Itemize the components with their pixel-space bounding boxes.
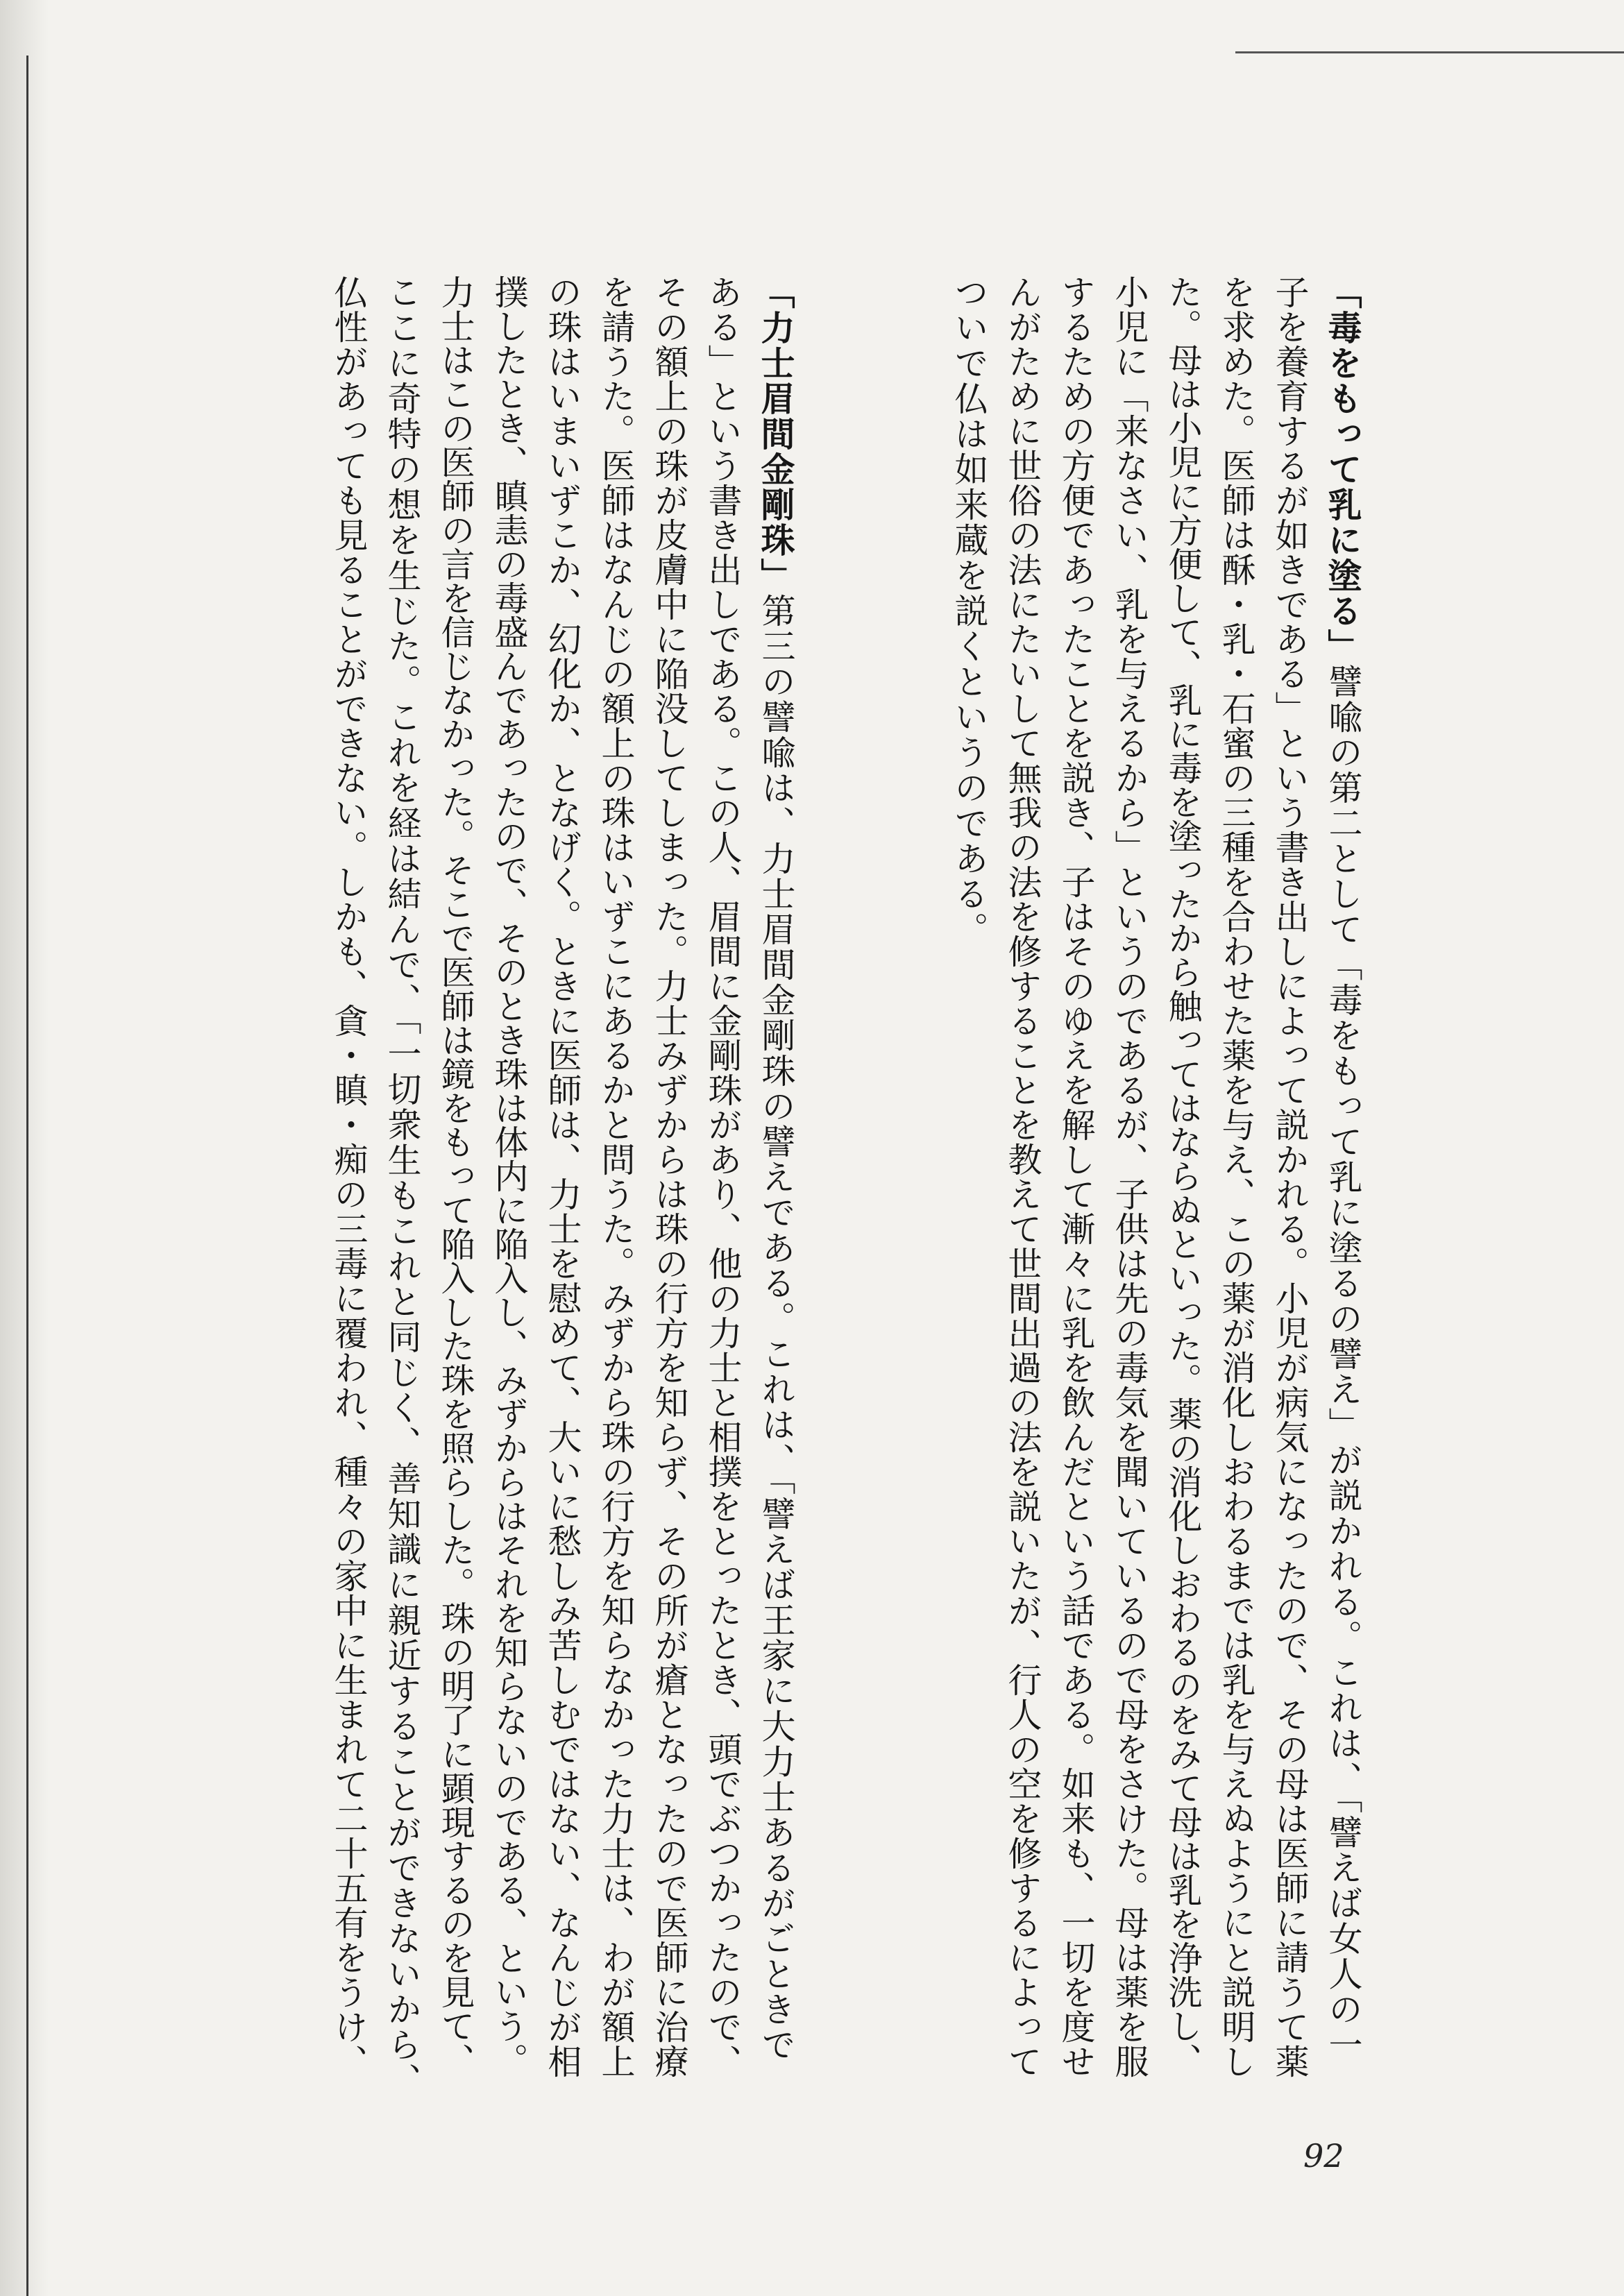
text-column-13: の珠はいまいずこか、幻化か、となげく。ときに医師は、力士を慰めて、大いに愁しみ苦しむではない、なんじが相 bbox=[543, 275, 582, 2079]
text-column-10: ある」という書き出しである。この人、眉間に金剛珠があり、他の力士と相撲をとったとき、頭でぶつかったので、 bbox=[703, 275, 743, 2079]
text-column-5: 小児に「来なさい、乳を与えるから」というのであるが、子供は先の毒気を聞いているので母をさけた。母は薬を服 bbox=[1110, 275, 1149, 2079]
text-column-14: 撲したとき、瞋恚の毒盛んであったので、そのとき珠は体内に陥入し、みずからはそれを知らないのである、という。 bbox=[489, 275, 529, 2077]
text-column-2: 子を養育するが如きである」という書き出しによって説かれる。小児が病気になったので、その母は医師に請うて薬 bbox=[1270, 275, 1310, 2079]
binding-line bbox=[26, 56, 28, 2296]
text-column-6: するための方便であったことを説き、子はそのゆえを解して漸々に乳を飲んだという話である。如来も、一切を度せ bbox=[1056, 275, 1096, 2079]
scan-edge-shading bbox=[0, 0, 49, 2296]
body-line: 譬喩の第二として「毒をもって乳に塗るの譬え」が説かれる。これは、「譬えば女人の一 bbox=[1323, 664, 1363, 2063]
section-heading-poison-milk: 「毒をもって乳に塗る」 bbox=[1323, 275, 1363, 664]
text-column-4: た。母は小児に方便して、乳に毒を塗ったから触ってはならぬといった。薬の消化しおわるのをみて母は乳を浄洗し、 bbox=[1163, 275, 1203, 2077]
text-column-9 bbox=[755, 275, 797, 2100]
text-column-7: んがために世俗の法にたいして無我の法を修することを教えて世間出過の法を説いたが、行人の空を修するによって bbox=[1003, 275, 1042, 2079]
text-column-12: を請うた。医師はなんじの額上の珠はいずこにあるかと問うた。みずから珠の行方を知らなかった力士は、わが額上 bbox=[596, 275, 636, 2079]
text-column-15: 力士はこの医師の言を信じなかった。そこで医師は鏡をもって陥入した珠を照らした。珠の明了に顕現するのを見て、 bbox=[436, 275, 475, 2077]
top-rule bbox=[1235, 51, 1624, 53]
text-column-16: ここに奇特の想を生じた。これを経は結んで、「一切衆生もこれと同じく、善知識に親近することができないから、 bbox=[382, 275, 422, 2098]
text-column-1 bbox=[1322, 275, 1364, 2100]
section-heading-vajra-jewel: 「力士眉間金剛珠」 bbox=[756, 275, 796, 593]
text-column-8: ついで仏は如来蔵を説くというのである。 bbox=[949, 275, 989, 947]
text-column-3: を求めた。医師は酥・乳・石蜜の三種を合わせた薬を与え、この薬が消化しおわるまでは乳を与えぬようにと説明し bbox=[1217, 275, 1256, 2079]
page-number: 92 bbox=[1303, 2137, 1344, 2175]
body-line: 第三の譬喩は、力士眉間金剛珠の譬えである。これは、「譬えば王家に大力士あるがごときで bbox=[756, 593, 796, 2063]
text-column-17: 仏性があっても見ることができない。しかも、貪・瞋・痴の三毒に覆われ、種々の家中に生まれて二十五有をうけ、 bbox=[329, 275, 369, 2079]
text-column-11: その額上の珠が皮膚中に陥没してしまった。力士みずからは珠の行方を知らず、その所が瘡となったので医師に治療 bbox=[650, 275, 689, 2079]
